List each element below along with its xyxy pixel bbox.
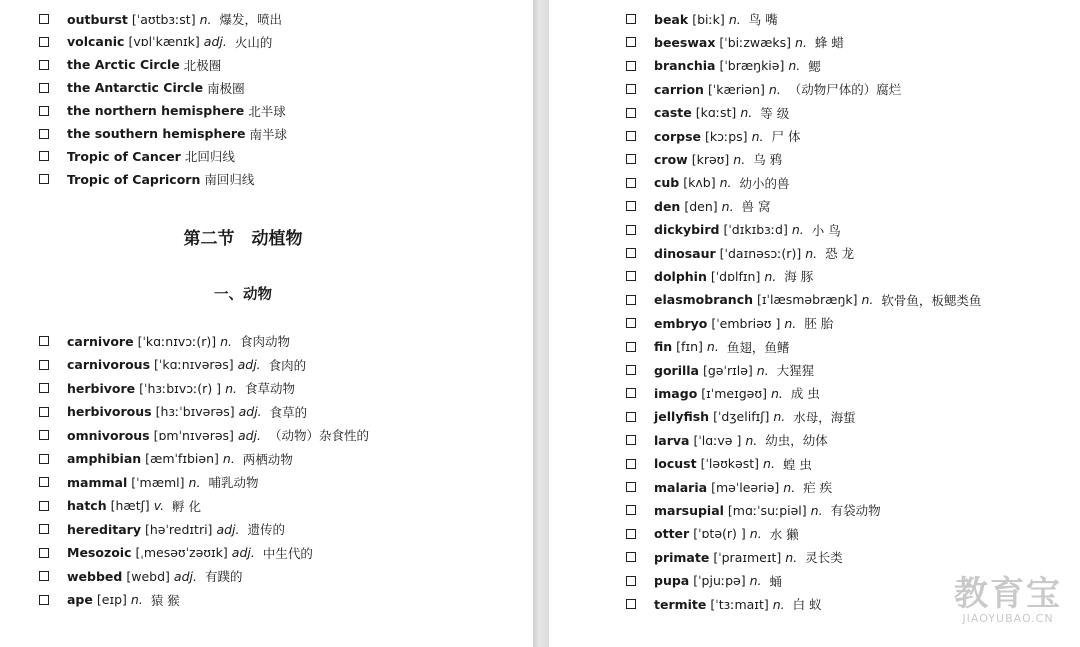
entry-phonetic: [ɒmˈnɪvərəs] <box>153 427 234 443</box>
checkbox-icon[interactable] <box>626 37 636 47</box>
entry-phonetic: [məˈleəriə] <box>711 479 780 495</box>
vocab-entry <box>39 147 235 165</box>
entry-meaning: 孵 化 <box>172 498 202 514</box>
checkbox-icon[interactable] <box>39 336 49 346</box>
entry-phonetic: [ɪˈlæsməbræŋk] <box>757 292 858 308</box>
vocab-entry <box>626 478 832 496</box>
entry-pos: n. <box>728 11 741 27</box>
entry-pos: n. <box>719 175 732 191</box>
entry-phonetic: [ˈkæriən] <box>707 81 765 97</box>
vocab-entry <box>626 595 822 613</box>
checkbox-icon[interactable] <box>626 84 636 94</box>
entry-phonetic: [ˈhɜːbɪvɔː(r) ] <box>139 380 222 396</box>
entry-word: webbed <box>67 568 123 584</box>
checkbox-icon[interactable] <box>39 571 49 581</box>
vocab-entry <box>39 403 307 421</box>
vocab-entry <box>626 127 800 145</box>
entry-pos: n. <box>810 502 823 518</box>
entry-word: dickybird <box>654 222 720 238</box>
checkbox-icon[interactable] <box>626 482 636 492</box>
vocab-entry <box>626 361 814 379</box>
entry-pos: adj. <box>231 545 255 560</box>
entry-meaning: 鳃 <box>808 58 821 74</box>
checkbox-icon[interactable] <box>39 174 49 184</box>
entry-word: ape <box>67 592 93 607</box>
entry-meaning: 白 蚁 <box>792 597 822 612</box>
checkbox-icon[interactable] <box>39 383 49 393</box>
entry-meaning: 北半球 <box>248 103 286 119</box>
entry-word: pupa <box>654 573 690 589</box>
entry-pos: adj. <box>237 427 261 443</box>
checkbox-icon[interactable] <box>39 454 49 464</box>
entry-phonetic: [kʌb] <box>683 175 716 191</box>
entry-meaning: 蛹 <box>769 573 783 589</box>
entry-word: otter <box>654 526 690 542</box>
entry-word: mammal <box>67 474 128 490</box>
checkbox-icon[interactable] <box>626 576 636 586</box>
entry-meaning: 两栖动物 <box>242 451 293 467</box>
entry-meaning: 水 獭 <box>769 526 799 542</box>
entry-pos: n. <box>733 151 746 167</box>
entry-phonetic: [eɪp] <box>96 592 127 607</box>
checkbox-icon[interactable] <box>626 412 636 422</box>
entry-word: hatch <box>67 498 107 513</box>
vocab-entry <box>39 450 293 468</box>
entry-pos: v. <box>153 498 165 513</box>
entry-word: locust <box>654 456 697 472</box>
entry-pos: n. <box>220 333 232 349</box>
entry-pos: n. <box>795 34 807 50</box>
entry-meaning: 食肉的 <box>268 357 307 373</box>
entry-pos: n. <box>222 451 235 466</box>
entry-word: gorilla <box>654 362 699 378</box>
vocab-entry <box>626 384 820 402</box>
checkbox-icon[interactable] <box>626 178 636 188</box>
entry-phonetic: [ˈkɑːnɪvərəs] <box>154 357 234 372</box>
vocab-entry <box>39 473 258 491</box>
entry-phonetic: [hætʃ] <box>110 498 150 513</box>
entry-word: the northern hemisphere <box>67 103 245 119</box>
checkbox-icon[interactable] <box>39 151 49 161</box>
checkbox-icon[interactable] <box>626 365 636 375</box>
entry-meaning: 哺乳动物 <box>208 475 259 490</box>
checkbox-icon[interactable] <box>626 225 636 235</box>
entry-pos: n. <box>791 222 804 238</box>
vocab-entry <box>626 525 799 543</box>
checkbox-icon[interactable] <box>626 505 636 515</box>
entry-word: corpse <box>654 128 702 144</box>
vocab-entry <box>39 79 245 97</box>
entry-meaning: 幼虫，幼体 <box>765 433 828 449</box>
checkbox-icon[interactable] <box>626 459 636 469</box>
entry-word: cub <box>654 175 680 191</box>
entry-meaning: 幼小的兽 <box>739 175 790 191</box>
checkbox-icon[interactable] <box>39 407 49 417</box>
entry-word: crow <box>654 151 688 167</box>
entry-word: the southern hemisphere <box>67 126 246 141</box>
entry-pos: n. <box>772 596 785 612</box>
entry-word: larva <box>654 432 690 448</box>
vocab-entry <box>626 150 782 168</box>
entry-meaning: 疟 疾 <box>803 480 833 495</box>
checkbox-icon[interactable] <box>626 435 636 445</box>
vocab-entry <box>626 572 782 590</box>
entry-pos: n. <box>706 339 719 355</box>
entry-meaning: 北回归线 <box>184 149 235 165</box>
entry-word: amphibian <box>67 451 142 466</box>
entry-word: branchia <box>654 58 716 74</box>
entry-word: termite <box>654 596 707 612</box>
page-gutter <box>533 0 549 647</box>
checkbox-icon[interactable] <box>39 129 49 139</box>
entry-word: den <box>654 198 681 214</box>
entry-word: carrion <box>654 81 704 97</box>
entry-word: the Arctic Circle <box>67 57 180 73</box>
entry-pos: n. <box>788 58 801 74</box>
entry-meaning: 大猩猩 <box>776 363 815 378</box>
entry-meaning: 海 豚 <box>784 269 814 285</box>
entry-meaning: 猿 猴 <box>150 592 180 608</box>
entry-word: carnivorous <box>67 357 151 372</box>
subsection-title: 一、动物 <box>214 287 272 303</box>
entry-word: Mesozoic <box>67 545 132 560</box>
checkbox-icon[interactable] <box>626 131 636 141</box>
entry-word: hereditary <box>67 521 141 537</box>
entry-phonetic: [ˈpjuːpə] <box>693 573 746 589</box>
checkbox-icon[interactable] <box>626 154 636 164</box>
vocab-entry <box>39 497 201 515</box>
entry-pos: adj. <box>237 357 261 372</box>
entry-meaning: 鸟 嘴 <box>748 12 778 27</box>
entry-meaning: 食草动物 <box>244 381 295 396</box>
checkbox-icon[interactable] <box>626 529 636 539</box>
entry-meaning: 食肉动物 <box>240 334 291 349</box>
entry-phonetic: [ˈdʒelifɪʃ] <box>713 409 770 425</box>
entry-meaning: 蜂 蜡 <box>814 35 844 51</box>
entry-phonetic: [kɔːps] <box>705 128 748 144</box>
entry-word: carnivore <box>67 333 134 349</box>
vocab-entry <box>39 520 285 538</box>
entry-meaning: 灵长类 <box>805 550 843 566</box>
vocab-entry <box>39 379 295 397</box>
entry-meaning: 食草的 <box>269 404 308 420</box>
entry-pos: n. <box>740 105 753 121</box>
vocab-entry <box>626 33 844 51</box>
entry-phonetic: [den] <box>684 198 718 214</box>
vocab-entry <box>39 591 180 609</box>
entry-pos: n. <box>188 474 201 490</box>
vocab-entry <box>626 548 843 566</box>
checkbox-icon[interactable] <box>626 342 636 352</box>
entry-meaning: （动物）杂食性的 <box>268 428 369 443</box>
entry-phonetic: [ˈdɒlfɪn] <box>710 268 761 284</box>
entry-meaning: 胚 胎 <box>804 316 834 332</box>
entry-pos: adj. <box>203 34 227 50</box>
entry-phonetic: [ˈɒtə(r) ] <box>693 526 746 542</box>
checkbox-icon[interactable] <box>626 14 636 24</box>
vocab-entry <box>626 291 981 309</box>
entry-meaning: 中生代的 <box>262 545 313 561</box>
checkbox-icon[interactable] <box>39 548 49 558</box>
entry-phonetic: [ˈlɑːvə ] <box>693 432 742 448</box>
entry-pos: n. <box>773 409 786 425</box>
entry-pos: n. <box>785 549 798 565</box>
left-page <box>0 0 533 647</box>
entry-phonetic: [biːk] <box>692 11 725 27</box>
entry-word: herbivore <box>67 380 136 396</box>
entry-meaning: 水母，海蜇 <box>793 409 856 425</box>
vocab-entry <box>39 544 313 562</box>
entry-word: elasmobranch <box>654 292 754 308</box>
entry-meaning: 北极圈 <box>183 57 222 73</box>
entry-meaning: 尸 体 <box>771 129 801 144</box>
entry-word: omnivorous <box>67 427 150 443</box>
vocab-entry <box>626 197 771 215</box>
entry-meaning: 乌 鸦 <box>753 152 783 168</box>
entry-phonetic: [vɒlˈkænɪk] <box>128 34 200 50</box>
entry-meaning: 南回归线 <box>204 172 255 188</box>
vocab-entry <box>626 221 841 239</box>
entry-word: embryo <box>654 315 708 331</box>
entry-pos: n. <box>784 315 797 331</box>
vocab-entry <box>626 431 828 449</box>
entry-meaning: 蝗 虫 <box>782 456 812 472</box>
vocab-entry <box>626 10 778 28</box>
checkbox-icon[interactable] <box>626 248 636 258</box>
checkbox-icon[interactable] <box>626 552 636 562</box>
entry-word: marsupial <box>654 502 724 518</box>
entry-phonetic: [ˈdɪkɪbɜːd] <box>723 222 788 238</box>
entry-phonetic: [fɪn] <box>676 339 703 355</box>
checkbox-icon[interactable] <box>626 388 636 398</box>
checkbox-icon[interactable] <box>39 60 49 70</box>
entry-word: herbivorous <box>67 404 152 419</box>
entry-word: dolphin <box>654 268 707 284</box>
entry-phonetic: [ˈdaɪnəsɔː(r)] <box>719 245 802 261</box>
vocab-entry <box>39 33 272 51</box>
vocab-entry <box>39 102 286 120</box>
vocab-entry <box>39 567 242 585</box>
entry-word: outburst <box>67 11 128 27</box>
entry-pos: n. <box>805 245 818 261</box>
entry-meaning: 有蹼的 <box>204 569 243 584</box>
vocab-entry <box>626 174 790 192</box>
entry-phonetic: [ˈaʊtbɜːst] <box>131 11 196 27</box>
entry-pos: adj. <box>173 568 197 584</box>
entry-pos: n. <box>749 573 762 589</box>
section-title: 第二节 动植物 <box>183 229 303 249</box>
checkbox-icon[interactable] <box>39 37 49 47</box>
entry-meaning: 恐 龙 <box>825 246 855 261</box>
vocab-entry <box>39 170 254 188</box>
entry-phonetic: [ˈkɑːnɪvɔː(r)] <box>137 333 217 349</box>
entry-word: malaria <box>654 479 708 495</box>
entry-phonetic: [həˈredɪtri] <box>144 521 213 537</box>
entry-meaning: 兽 窝 <box>741 199 771 215</box>
entry-pos: n. <box>756 362 769 378</box>
checkbox-icon[interactable] <box>626 108 636 118</box>
entry-meaning: 软骨鱼，板鳃类鱼 <box>881 292 982 308</box>
entry-pos: n. <box>751 128 764 144</box>
entry-pos: n. <box>783 479 796 495</box>
entry-pos: n. <box>749 526 762 542</box>
checkbox-icon[interactable] <box>39 430 49 440</box>
entry-word: dinosaur <box>654 245 716 261</box>
entry-phonetic: [ˈbræŋkiə] <box>719 58 785 74</box>
vocab-entry <box>39 426 369 444</box>
vocab-entry <box>626 104 789 122</box>
entry-phonetic: [krəʊ] <box>691 151 730 167</box>
entry-phonetic: [ˈbiːzwæks] <box>719 34 792 50</box>
vocab-entry <box>39 356 306 374</box>
entry-phonetic: [ˈembriəʊ ] <box>711 315 781 331</box>
entry-meaning: 遗传的 <box>247 522 285 537</box>
vocab-entry <box>39 56 221 74</box>
entry-word: fin <box>654 339 673 355</box>
checkbox-icon[interactable] <box>39 83 49 93</box>
entry-phonetic: [ˈpraɪmeɪt] <box>713 549 782 565</box>
entry-pos: n. <box>764 268 777 284</box>
entry-word: the Antarctic Circle <box>67 80 204 96</box>
entry-meaning: 爆发，喷出 <box>219 12 282 27</box>
entry-pos: adj. <box>238 404 262 419</box>
entry-meaning: 小 鸟 <box>811 222 841 238</box>
vocab-entry <box>626 314 833 332</box>
entry-word: primate <box>654 549 710 565</box>
checkbox-icon[interactable] <box>626 61 636 71</box>
checkbox-icon[interactable] <box>39 501 49 511</box>
entry-pos: n. <box>763 456 775 472</box>
checkbox-icon[interactable] <box>39 595 49 605</box>
entry-word: caste <box>654 105 692 121</box>
entry-pos: n. <box>861 292 874 308</box>
vocab-entry <box>626 455 812 473</box>
entry-phonetic: [gəˈrɪlə] <box>703 362 753 378</box>
entry-phonetic: [ɪˈmeɪgəʊ] <box>701 385 767 401</box>
entry-word: Tropic of Capricorn <box>67 171 201 187</box>
entry-meaning: （动物尸体的）腐烂 <box>788 82 902 98</box>
checkbox-icon[interactable] <box>39 14 49 24</box>
watermark-cn: 教育宝 <box>954 574 1062 614</box>
vocab-entry <box>626 80 901 98</box>
entry-meaning: 成 虫 <box>790 386 820 402</box>
entry-word: beeswax <box>654 34 716 50</box>
entry-meaning: 有袋动物 <box>830 503 881 519</box>
entry-pos: n. <box>225 380 237 396</box>
checkbox-icon[interactable] <box>39 477 49 487</box>
entry-phonetic: [mɑːˈsuːpiəl] <box>727 502 807 518</box>
entry-phonetic: [webd] <box>126 568 170 584</box>
entry-phonetic: [hɜːˈbɪvərəs] <box>155 404 235 419</box>
entry-phonetic: [ˈləʊkəst] <box>700 456 760 472</box>
vocab-entry <box>626 408 856 426</box>
entry-meaning: 等 级 <box>760 105 790 121</box>
checkbox-icon[interactable] <box>626 599 636 609</box>
checkbox-icon[interactable] <box>626 201 636 211</box>
checkbox-icon[interactable] <box>39 360 49 370</box>
entry-word: Tropic of Cancer <box>67 148 181 164</box>
vocab-entry <box>626 244 854 262</box>
entry-word: volcanic <box>67 34 125 50</box>
checkbox-icon[interactable] <box>626 318 636 328</box>
entry-phonetic: [kɑːst] <box>695 105 737 121</box>
entry-pos: n. <box>130 592 143 607</box>
entry-pos: n. <box>770 385 783 401</box>
entry-phonetic: [æmˈfɪbiən] <box>145 451 219 466</box>
vocab-entry <box>626 501 881 519</box>
checkbox-icon[interactable] <box>39 524 49 534</box>
right-page <box>549 0 1080 647</box>
entry-meaning: 鱼翅，鱼鳍 <box>726 339 790 355</box>
watermark-en: JIAOYUBAO.CN <box>962 612 1054 625</box>
entry-meaning: 南半球 <box>249 126 288 142</box>
entry-word: imago <box>654 385 698 401</box>
entry-meaning: 火山的 <box>234 34 273 50</box>
entry-word: jellyfish <box>654 409 710 425</box>
entry-pos: n. <box>199 11 212 27</box>
vocab-entry <box>626 338 789 356</box>
checkbox-icon[interactable] <box>626 271 636 281</box>
entry-pos: n. <box>745 432 758 448</box>
entry-pos: n. <box>768 81 781 97</box>
vocab-entry <box>39 125 287 143</box>
entry-phonetic: [ˈmæml] <box>131 474 185 490</box>
entry-phonetic: [ˈtɜːmaɪt] <box>710 596 769 612</box>
entry-pos: n. <box>721 198 734 214</box>
vocab-entry <box>39 332 290 350</box>
vocab-entry <box>39 10 282 28</box>
checkbox-icon[interactable] <box>39 106 49 116</box>
entry-meaning: 南极圈 <box>207 80 245 96</box>
entry-phonetic: [ˌmesəʊˈzəʊɪk] <box>135 545 228 560</box>
vocab-entry <box>626 57 821 75</box>
entry-word: beak <box>654 11 689 27</box>
entry-pos: adj. <box>216 521 240 537</box>
vocab-entry <box>626 267 813 285</box>
checkbox-icon[interactable] <box>626 295 636 305</box>
